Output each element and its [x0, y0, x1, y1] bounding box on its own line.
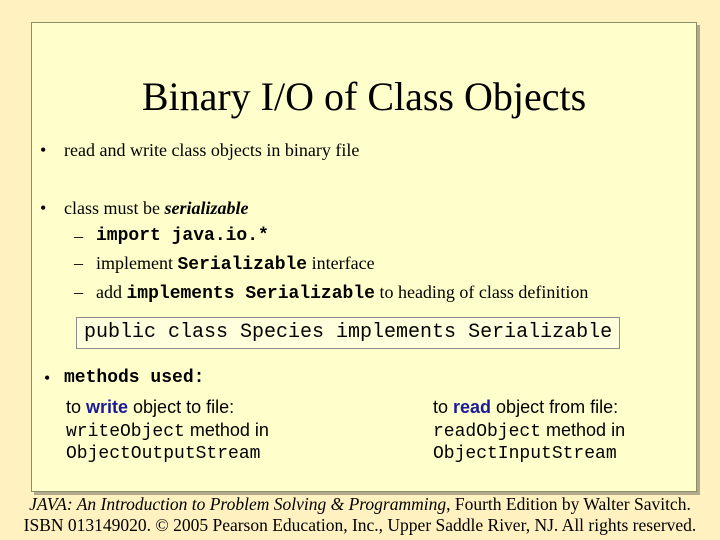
slide-panel [31, 22, 697, 492]
bullet-read-write: read and write class objects in binary file [64, 140, 360, 160]
sub-item-text: to heading of class definition [374, 282, 589, 302]
footer-book-title: JAVA: An Introduction to Problem Solving & Programming [29, 494, 447, 514]
bullet-marker: • [40, 198, 47, 218]
serializable-emphasis: serializable [164, 198, 249, 218]
write-text: object to file: [128, 397, 235, 417]
sub-item-code: implements Serializable [126, 284, 375, 304]
footer-copyright: ISBN 013149020. © 2005 Pearson Education, Inc., Upper Saddle River, NJ. All rights reserved. [23, 515, 697, 535]
sub-item-add-implements [96, 282, 588, 304]
read-method-code: readObject [433, 422, 542, 442]
read-text: object from file: [491, 397, 619, 417]
bullet-marker: • [44, 368, 51, 388]
sub-item-text: interface [307, 253, 375, 273]
write-method-line [66, 420, 269, 442]
write-class-name: ObjectOutputStream [66, 444, 261, 464]
write-method-code: writeObject [66, 422, 185, 442]
write-description [66, 397, 234, 418]
sub-item-code: Serializable [177, 255, 308, 275]
dash-marker: – [74, 226, 83, 246]
dash-marker: – [74, 253, 83, 273]
write-text: to [66, 397, 87, 417]
read-keyword: read [453, 397, 492, 417]
methods-heading: methods used: [64, 368, 205, 388]
read-text: to [433, 397, 454, 417]
footer-edition: , Fourth Edition by Walter Savitch. [446, 494, 691, 514]
dash-marker: – [74, 282, 83, 302]
read-method-suffix: method in [541, 420, 626, 440]
read-class-name: ObjectInputStream [433, 444, 617, 464]
sub-item-import: import java.io.* [96, 226, 269, 246]
bullet-marker: • [40, 140, 47, 160]
bullet-serializable [64, 198, 249, 219]
read-method-line [433, 420, 625, 442]
bullet-text: class must be [64, 198, 165, 218]
slide-title: Binary I/O of Class Objects [141, 74, 587, 119]
sub-item-text: add [96, 282, 127, 302]
write-method-suffix: method in [184, 420, 269, 440]
sub-item-text: implement [96, 253, 178, 273]
footer-credit [0, 494, 720, 515]
sub-item-implement [96, 253, 375, 275]
read-description [433, 397, 618, 418]
code-example-box: public class Species implements Serializable [76, 317, 620, 349]
write-keyword: write [86, 397, 129, 417]
